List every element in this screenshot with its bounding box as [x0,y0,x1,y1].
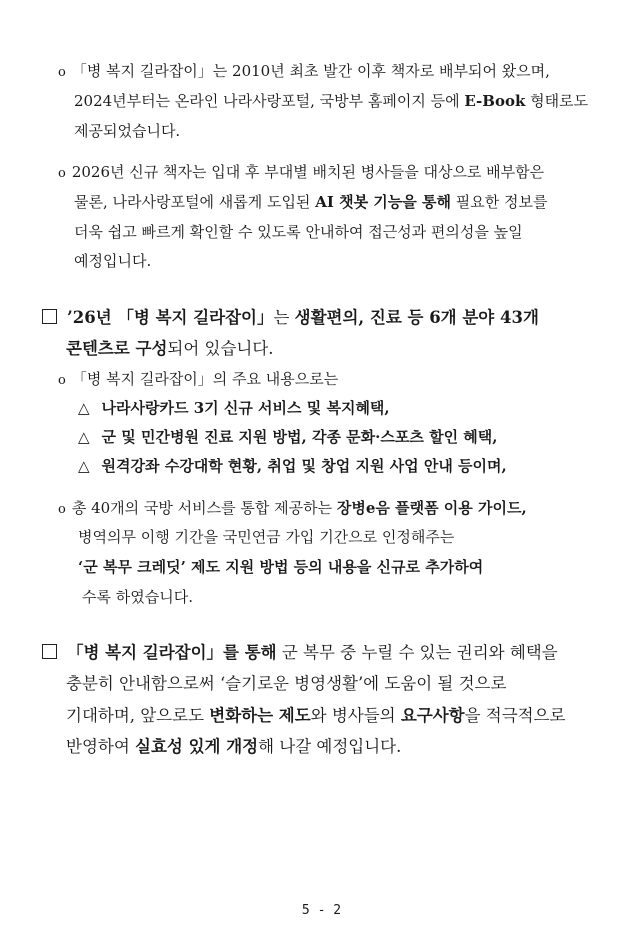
bullet-line: 병역의무 이행 기간을 국민연금 가입 기간으로 인정해주는 [78,528,455,546]
page-number: 5 - 2 [301,903,342,918]
checkbox-square-icon [42,644,57,659]
bullet-line: 더욱 쉽고 빠르게 확인할 수 있도록 안내하여 접근성과 편의성을 높일 [74,223,523,241]
circle-bullet-icon: o [58,166,66,181]
bullet-line: o 「병 복지 길라잡이」의 주요 내용으로는 [58,370,339,388]
section-heading: ’26년 「병 복지 길라잡이」는 생활편의, 진료 등 6개 분야 43개 [42,307,539,329]
bullet-line: o 총 40개의 국방 서비스를 통합 제공하는 장병e음 플랫폼 이용 가이드, [58,499,527,517]
bullet-line: 2024년부터는 온라인 나라사랑포털, 국방부 홈페이지 등에 E-Book 형태로도 [74,92,589,110]
section-paragraph: 반영하여 실효성 있게 개정해 나갈 예정입니다. [66,737,402,756]
bullet-line: o 「병 복지 길라잡이」는 2010년 최초 발간 이후 책자로 배부되어 왔으며, [58,62,550,80]
section-paragraph: 기대하며, 앞으로도 변화하는 제도와 병사들의 요구사항을 적극적으로 [66,706,566,725]
list-item: △ 군 및 민간병원 진료 지원 방법, 각종 문화·스포츠 할인 혜택, [78,428,498,446]
triangle-bullet-icon: △ [78,428,90,446]
bullet-line: 물론, 나라사랑포털에 새롭게 도입된 AI 챗봇 기능을 통해 필요한 정보를 [74,193,548,211]
bullet-line: 수록 하였습니다. [82,588,193,606]
circle-bullet-icon: o [58,373,66,388]
checkbox-square-icon [42,309,57,324]
bullet-line: ‘군 복무 크레딧’ 제도 지원 방법 등의 내용을 신규로 추가하여 [78,558,484,576]
section-heading: 콘텐츠로 구성되어 있습니다. [66,339,274,358]
bullet-line: 예정입니다. [74,252,152,270]
section-paragraph: 「병 복지 길라잡이」를 통해 군 복무 중 누릴 수 있는 권리와 혜택을 [42,642,558,664]
triangle-bullet-icon: △ [78,457,90,475]
circle-bullet-icon: o [58,65,66,80]
triangle-bullet-icon: △ [78,399,90,417]
circle-bullet-icon: o [58,502,66,517]
list-item: △ 원격강좌 수강대학 현황, 취업 및 창업 지원 사업 안내 등이며, [78,457,507,475]
bullet-line: 제공되었습니다. [74,122,181,140]
section-paragraph: 충분히 안내함으로써 ‘슬기로운 병영생활’에 도움이 될 것으로 [66,674,507,693]
list-item: △ 나라사랑카드 3기 신규 서비스 및 복지혜택, [78,399,390,417]
bullet-line: o 2026년 신규 책자는 입대 후 부대별 배치된 병사들을 대상으로 배부함은 [58,163,545,181]
